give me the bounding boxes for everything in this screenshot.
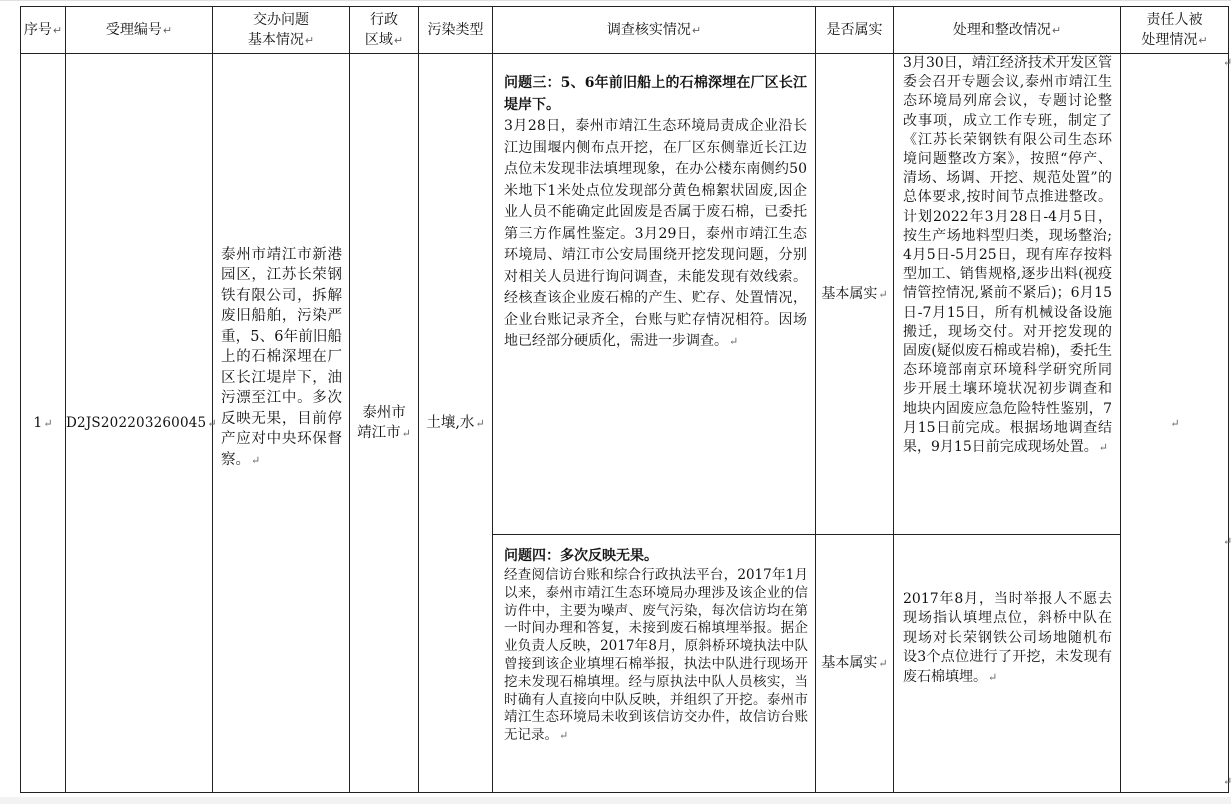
row-region: 泰州市靖江市↵: [350, 54, 419, 793]
verified-issue4: 基本属实↵: [816, 535, 894, 793]
header-no: 序号↵: [21, 7, 66, 54]
verified-issue3: 基本属实↵: [816, 54, 894, 535]
row-issue: 泰州市靖江市新港园区，江苏长荣钢铁有限公司，拆解废旧船舶，污染严重，5、6年前旧船上的石棉深埋在厂区长江堤岸下，油污漂至江中。多次反映无果，目前停产应对中央环保督察。↵: [213, 54, 350, 793]
issue4-title: 问题四：多次反映无果。: [504, 548, 658, 564]
paragraph-mark: ↵: [1223, 535, 1232, 548]
header-verified: 是否属实: [816, 7, 894, 54]
issue3-title: 问题三：5、6年前旧船上的石棉深埋在厂区长江堤岸下。: [504, 75, 807, 113]
investigation-issue3: 问题三：5、6年前旧船上的石棉深埋在厂区长江堤岸下。 3月28日，泰州市靖江生态环境局责成企业沿长江边围堰内侧布点开挖，在厂区东侧靠近长江边点位未发现非法填埋现象，在办公楼东南侧约50米地下1米处点位发现部分黄色棉絮状固废,因企业人员不能确定此固废是否属于废石棉，已委托第三方作属性鉴定。3月29日，泰州市靖江生态环境局、靖江市公安局围绕开挖发现问题，分别对相关人员进行询问调查，未能发现有效线索。经核查该企业废石棉的产生、贮存、处置情况，企业台账记录齐全，台账与贮存情况相符。因场地已经部分硬质化，需进一步调查。↵: [493, 54, 816, 535]
issue4-body: 经查阅信访台账和综合行政执法平台，2017年1月以来，泰州市靖江生态环境局办理涉及该企业的信访件中，主要为噪声、废气污染，每次信访均在第一时间办理和答复，未接到废石棉填埋举报。据企业负责人反映，2017年8月，原斜桥环境执法中队曾接到该企业填埋石棉举报，执法中队进行现场开挖未发现石棉填埋。经与原执法中队人员核实，当时确有人直接向中队反映，并组织了开挖。泰州市靖江生态环境局未收到该信访交办件，故信访台账无记录。: [504, 567, 808, 744]
header-id: 受理编号↵: [66, 7, 213, 54]
complaint-table: [20, 6, 1229, 793]
row-no: 1↵: [21, 54, 66, 793]
header-row: [21, 7, 1229, 54]
row-id: D2JS202203260045↵: [66, 54, 213, 793]
header-investigation: 调查核实情况↵: [493, 7, 816, 54]
header-pollution-type: 污染类型: [419, 7, 493, 54]
row-pollution-type: 土壤,水↵: [419, 54, 493, 793]
header-handling: 处理和整改情况↵: [894, 7, 1121, 54]
handling-issue4: 2017年8月，当时举报人不愿去现场指认填埋点位，斜桥中队在现场对长荣钢铁公司场地随机布设3个点位进行了开挖，未发现有废石棉填埋。↵: [894, 535, 1121, 793]
handling-issue3: 3月30日，靖江经济技术开发区管委会召开专题会议,泰州市靖江生态环境局列席会议，专题讨论整改事项，成立工作专班，制定了《江苏长荣钢铁有限公司生态环境问题整改方案》，按照“停产、清场、场调、开挖、规范处置”的总体要求,按时间节点推进整改。计划2022年3月28日-4月5日，按生产场地料型归类，现场整治; 4月5日-5月25日，现有库存按料型加工、销售规格,逐步出料(视疫情管控情况,紧前不紧后)；6月15日-7月15日，所有机械设备设施搬迁，现场交付。对开挖发现的固废(疑似废石棉或岩棉)，委托生态环境部南京环境科学研究所同步开展土壤环境状况初步调查和地块内固废应急危险特性鉴别，7月15日前完成。根据场地调查结果，9月15日前完成现场处置。↵: [894, 54, 1121, 535]
row-accountability: ↵: [1121, 54, 1229, 793]
header-region: 行政 区域↵: [350, 7, 419, 54]
issue3-body: 3月28日，泰州市靖江生态环境局责成企业沿长江边围堰内侧布点开挖，在厂区东侧靠近长江边点位未发现非法填埋现象，在办公楼东南侧约50米地下1米处点位发现部分黄色棉絮状固废,因企业人员不能确定此固废是否属于废石棉，已委托第三方作属性鉴定。3月29日，泰州市靖江生态环境局、靖江市公安局围绕开挖发现问题，分别对相关人员进行询问调查，未能发现有效线索。经核查该企业废石棉的产生、贮存、处置情况，企业台账记录齐全，台账与贮存情况相符。因场地已经部分硬质化，需进一步调查。: [504, 118, 807, 349]
header-issue: 交办问题 基本情况↵: [213, 7, 350, 54]
table-row: [21, 54, 1229, 535]
investigation-issue4: 问题四：多次反映无果。 经查阅信访台账和综合行政执法平台，2017年1月以来，泰州市靖江生态环境局办理涉及该企业的信访件中，主要为噪声、废气污染，每次信访均在第一时间办理和答复，未接到废石棉填埋举报。据企业负责人反映，2017年8月，原斜桥环境执法中队曾接到该企业填埋石棉举报，执法中队进行现场开挖未发现石棉填埋。经与原执法中队人员核实，当时确有人直接向中队反映，并组织了开挖。泰州市靖江生态环境局未收到该信访交办件，故信访台账无记录。↵: [493, 535, 816, 793]
status-bar: [0, 797, 1231, 804]
page-top-edge: [0, 0, 1231, 1]
header-accountability: 责任人被 处理情况↵: [1121, 7, 1229, 54]
paragraph-mark: ↵: [1223, 56, 1232, 69]
paragraph-mark: ↵: [1223, 775, 1232, 788]
